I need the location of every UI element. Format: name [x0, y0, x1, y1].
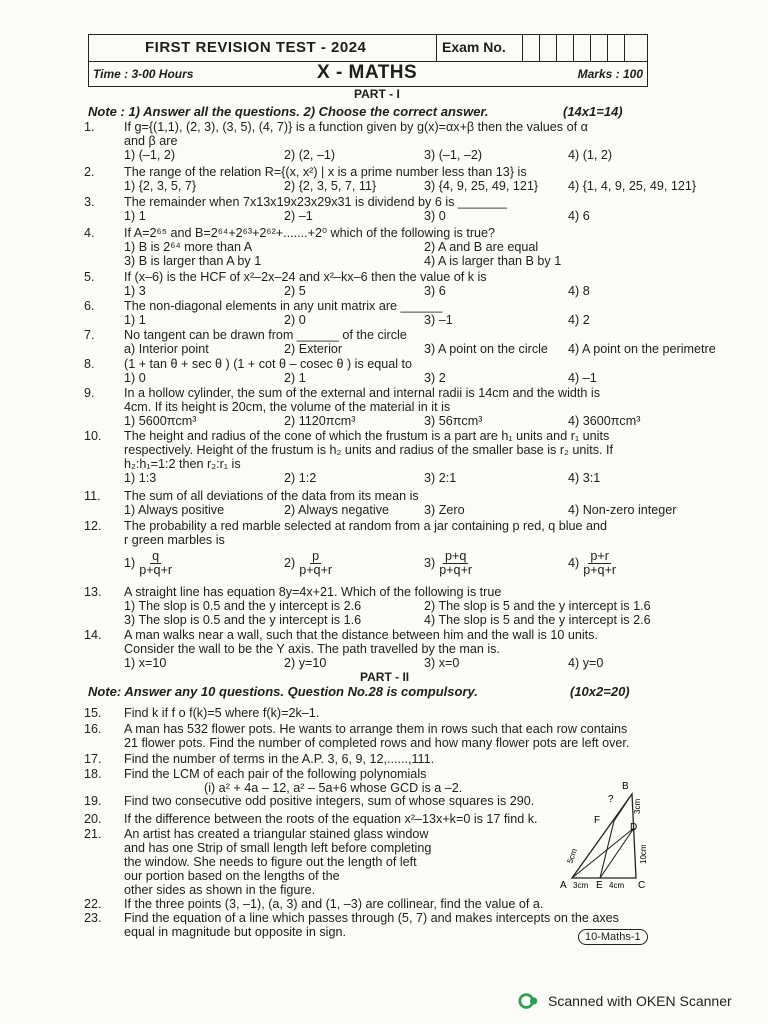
question-number: 4. — [84, 226, 95, 240]
option: 4) 2 — [568, 313, 590, 327]
question — [84, 752, 669, 766]
fraction — [583, 550, 616, 577]
question-line: the window. She needs to figure out the length of left — [124, 855, 417, 869]
question-line: If the difference between the roots of the equation x²–13x+k=0 is 17 find k. — [124, 812, 538, 826]
fig-length-ec: 4cm — [609, 881, 625, 890]
options-row — [124, 313, 669, 327]
option: 2) 5 — [284, 284, 306, 298]
option — [424, 550, 472, 577]
question — [84, 706, 669, 720]
question-number: 22. — [84, 897, 102, 911]
question-number: 23. — [84, 911, 102, 925]
option-key: 2) — [284, 555, 296, 570]
question-line: other sides as shown in the figure. — [124, 883, 316, 897]
option: 2) Exterior — [284, 342, 343, 356]
question-line: our portion based on the lengths of the — [124, 869, 340, 883]
option: 4) Non-zero integer — [568, 503, 677, 517]
question-line: The non-diagonal elements in any unit matrix are ______ — [124, 299, 443, 313]
option: 1) 0 — [124, 371, 146, 385]
option: 2) 1120πcm³ — [284, 414, 356, 428]
question-body — [124, 519, 669, 580]
question-line: An artist has created a triangular stained glass window — [124, 827, 429, 841]
question-body — [124, 270, 669, 298]
part2-heading: PART - II — [360, 670, 410, 684]
option: 3) Zero — [424, 503, 465, 517]
question — [84, 628, 669, 670]
question-line: A man walks near a wall, such that the distance between him and the wall is 10 units. — [124, 628, 598, 642]
fig-label-f: F — [594, 815, 601, 826]
part1-note: Note : 1) Answer all the questions. 2) Choose the correct answer. — [88, 104, 489, 119]
question-line: In a hollow cylinder, the sum of the external and internal radii is 14cm and the width is — [124, 386, 601, 400]
part1-heading: PART - I — [354, 87, 400, 101]
question-number: 13. — [84, 585, 102, 599]
question-number: 16. — [84, 722, 102, 736]
question — [84, 226, 669, 268]
option: 4) –1 — [568, 371, 597, 385]
triangle-figure — [552, 778, 664, 896]
denominator: p+q+r — [583, 563, 617, 577]
option: 1) B is 2⁶⁴ more than A — [124, 240, 253, 254]
question-line: The range of the relation R={(x, x²) | x is a prime number less than 13} is — [124, 165, 527, 179]
question-body — [124, 489, 677, 517]
option: 3) 6 — [424, 284, 446, 298]
option: 2) {2, 3, 5, 7, 11} — [284, 179, 377, 193]
question-line: and has one Strip of small length left before completing — [124, 841, 432, 855]
question-body — [124, 328, 716, 356]
denominator: p+q+r — [299, 563, 333, 577]
question-number: 10. — [84, 429, 102, 443]
question-body — [124, 429, 669, 485]
option: 4) The slop is 5 and the y intercept is 2.6 — [424, 613, 651, 627]
option: 2) The slop is 5 and the y intercept is 1.6 — [424, 599, 651, 613]
question — [84, 386, 669, 428]
option: 1) x=10 — [124, 656, 167, 670]
question — [84, 519, 669, 580]
fig-label-d: D — [630, 822, 638, 833]
options-row — [124, 599, 669, 613]
option: 3) B is larger than A by 1 — [124, 254, 262, 268]
question-line: A straight line has equation 8y=4x+21. Which of the following is true — [124, 585, 502, 599]
question-line: If A=2⁶⁵ and B=2⁶⁴+2⁶³+2⁶²+.......+2⁰ which of the following is true? — [124, 226, 496, 240]
option: 1) The slop is 0.5 and the y intercept is 2.6 — [124, 599, 362, 613]
question-line: Consider the wall to be the Y axis. The path travelled by the man is. — [124, 642, 500, 656]
question-number: 11. — [84, 489, 101, 503]
option: 4) {1, 4, 9, 25, 49, 121} — [568, 179, 697, 193]
question-body — [124, 195, 669, 223]
question — [84, 270, 669, 298]
question-number: 2. — [84, 165, 95, 179]
question — [84, 299, 669, 327]
options-row — [124, 179, 697, 193]
question-body — [124, 226, 669, 268]
option: 2) 0 — [284, 313, 306, 327]
option: 3) 0 — [424, 209, 446, 223]
option — [284, 550, 332, 577]
scanner-watermark — [518, 990, 732, 1012]
fraction — [439, 550, 472, 577]
option: 1) 1 — [124, 209, 146, 223]
options-row — [124, 284, 669, 298]
question-body — [124, 752, 669, 766]
question-body — [124, 706, 669, 720]
fig-label-c: C — [638, 880, 646, 891]
question-body — [124, 585, 669, 627]
paper-code-tag: 10-Maths-1 — [578, 929, 648, 945]
question-line: The probability a red marble selected at random from a jar containing p red, q blue and — [124, 519, 608, 533]
scanner-text: Scanned with OKEN Scanner — [548, 993, 732, 1009]
denominator: p+q+r — [439, 563, 473, 577]
exam-number-label: Exam No. — [442, 39, 506, 55]
question-line: (i) a² + 4a – 12, a² – 5a+6 whose GCD is a –2. — [204, 781, 463, 795]
fig-length-ae: 3cm — [573, 881, 589, 890]
question — [84, 120, 669, 162]
fig-label-e: E — [596, 880, 603, 891]
option: 3) –1 — [424, 313, 453, 327]
test-title: FIRST REVISION TEST - 2024 — [145, 39, 367, 56]
options-row — [124, 503, 677, 517]
option: 2) –1 — [284, 209, 313, 223]
options-row — [124, 471, 669, 485]
question-body — [124, 628, 669, 670]
option — [568, 550, 616, 577]
option: 4) y=0 — [568, 656, 604, 670]
option-key: 1) — [124, 555, 136, 570]
question-body — [124, 165, 697, 193]
part1-marks: (14x1=14) — [563, 104, 623, 119]
question-number: 7. — [84, 328, 95, 342]
option: 4) 3:1 — [568, 471, 601, 485]
subject-title: X - MATHS — [317, 62, 418, 83]
question-line: Find the LCM of each pair of the following polynomials — [124, 767, 427, 781]
question-body — [124, 299, 669, 327]
question-line: Find the equation of a line which passes through (5, 7) and makes intercepts on the axes — [124, 911, 619, 925]
option: 2) y=10 — [284, 656, 327, 670]
header-box — [88, 34, 648, 87]
marks-label: Marks : 100 — [577, 67, 643, 81]
question-number: 18. — [84, 767, 102, 781]
question-body — [124, 120, 669, 162]
option: 3) (–1, –2) — [424, 148, 483, 162]
option: 2) (2, –1) — [284, 148, 336, 162]
question-number: 3. — [84, 195, 95, 209]
option: 2) Always negative — [284, 503, 390, 517]
options-row — [124, 342, 716, 356]
option: 4) 3600πcm³ — [568, 414, 641, 428]
fraction — [299, 550, 332, 577]
question-number: 12. — [84, 519, 102, 533]
options-row — [124, 240, 669, 254]
question-line: and β are — [124, 134, 178, 148]
question-line: The remainder when 7x13x19x23x29x31 is dividend by 6 is _______ — [124, 195, 507, 209]
numerator: p+q — [444, 549, 467, 563]
option: 3) 2:1 — [424, 471, 457, 485]
fig-length-dc: 10cm — [639, 844, 648, 864]
question-line: 21 flower pots. Find the number of completed rows and how many flower pots are left over. — [124, 736, 630, 750]
option: 1) (–1, 2) — [124, 148, 176, 162]
options-row — [124, 613, 669, 627]
question — [84, 328, 716, 356]
question — [84, 897, 669, 911]
options-row — [124, 414, 669, 428]
option: 3) The slop is 0.5 and the y intercept is 1.6 — [124, 613, 362, 627]
question-number: 21. — [84, 827, 102, 841]
question-number: 6. — [84, 299, 95, 313]
header-top-row — [89, 35, 647, 62]
fig-label-a: A — [560, 880, 567, 891]
option-key: 3) — [424, 555, 436, 570]
option: 4) (1, 2) — [568, 148, 613, 162]
question-line: The sum of all deviations of the data from its mean is — [124, 489, 419, 503]
question-line: The height and radius of the cone of which the frustum is a part are h₁ units and r₁ units — [124, 429, 610, 443]
question-number: 17. — [84, 752, 102, 766]
numerator: p+r — [590, 549, 609, 563]
denominator: p+q+r — [139, 563, 173, 577]
option: 4) A point on the perimetre — [568, 342, 716, 356]
question-line: A man has 532 flower pots. He wants to arrange them in rows such that each row contains — [124, 722, 628, 736]
question-body — [124, 386, 669, 428]
question — [84, 429, 669, 485]
option: 3) 2 — [424, 371, 446, 385]
part2-note: Note: Answer any 10 questions. Question No.28 is compulsory. — [88, 684, 478, 699]
question-number: 9. — [84, 386, 95, 400]
question — [84, 585, 669, 627]
option: 2) 1:2 — [284, 471, 317, 485]
question-line: 4cm. If its height is 20cm, the volume of the material in it is — [124, 400, 451, 414]
option: 2) 1 — [284, 371, 306, 385]
option: 1) 5600πcm³ — [124, 414, 197, 428]
question-line: If (x–6) is the HCF of x²–2x–24 and x²–kx–6 then the value of k is — [124, 270, 487, 284]
question-line: (1 + tan θ + sec θ ) (1 + cot θ – cosec θ ) is equal to — [124, 357, 413, 371]
oken-logo-icon — [518, 990, 540, 1012]
question-line: Find two consecutive odd positive integers, sum of whose squares is 290. — [124, 794, 535, 808]
option — [124, 550, 172, 577]
question-line: respectively. Height of the frustum is h₂ units and radius of the smaller base is r₂ units. If — [124, 443, 614, 457]
option: 3) 56πcm³ — [424, 414, 483, 428]
question-line: If g={(1,1), (2, 3), (3, 5), (4, 7)} is a function given by g(x)=αx+β then the values of α — [124, 120, 588, 134]
question-number: 14. — [84, 628, 102, 642]
question-number: 1. — [84, 120, 95, 134]
part2-marks: (10x2=20) — [570, 684, 630, 699]
question-number: 20. — [84, 812, 102, 826]
options-row — [124, 656, 669, 670]
question-body — [124, 897, 669, 911]
question — [84, 195, 669, 223]
question — [84, 165, 697, 193]
option: 1) {2, 3, 5, 7} — [124, 179, 197, 193]
option: a) Interior point — [124, 342, 209, 356]
option: 1) 3 — [124, 284, 146, 298]
time-label: Time : 3-00 Hours — [93, 67, 194, 81]
fig-label-question: ? — [608, 794, 614, 805]
question-line: No tangent can be drawn from ______ of the circle — [124, 328, 407, 342]
numerator: q — [152, 549, 160, 563]
question — [84, 722, 669, 750]
option: 1) 1 — [124, 313, 146, 327]
option: 3) x=0 — [424, 656, 460, 670]
question — [84, 489, 677, 517]
question-number: 8. — [84, 357, 95, 371]
option: 4) 8 — [568, 284, 590, 298]
question — [84, 357, 669, 385]
option: 4) A is larger than B by 1 — [424, 254, 562, 268]
question-body — [124, 722, 669, 750]
option: 1) Always positive — [124, 503, 225, 517]
option: 3) {4, 9, 25, 49, 121} — [424, 179, 539, 193]
numerator: p — [312, 549, 320, 563]
question-line: Find k if f o f(k)=5 where f(k)=2k–1. — [124, 706, 320, 720]
question-number: 15. — [84, 706, 102, 720]
options-row — [124, 550, 669, 580]
question-line: equal in magnitude but opposite in sign. — [124, 925, 346, 939]
question-number: 19. — [84, 794, 102, 808]
question-line: Find the number of terms in the A.P. 3, 6, 9, 12,......,111. — [124, 752, 435, 766]
options-row — [124, 148, 669, 162]
question-body — [124, 357, 669, 385]
question-line: If the three points (3, –1), (a, 3) and (1, –3) are collinear, find the value of a. — [124, 897, 544, 911]
question-line: h₂:h₁=1:2 then r₂:r₁ is — [124, 457, 241, 471]
question-line: r green marbles is — [124, 533, 225, 547]
option: 1) 1:3 — [124, 471, 157, 485]
fraction — [139, 550, 172, 577]
option-key: 4) — [568, 555, 580, 570]
options-row — [124, 254, 669, 268]
options-row — [124, 209, 669, 223]
option: 4) 6 — [568, 209, 590, 223]
fig-label-b: B — [622, 781, 629, 792]
fig-length-bd: 3cm — [633, 798, 642, 814]
option: 2) A and B are equal — [424, 240, 539, 254]
option: 3) A point on the circle — [424, 342, 548, 356]
options-row — [124, 371, 669, 385]
question-number: 5. — [84, 270, 95, 284]
fig-length-af: 5cm — [565, 847, 580, 865]
